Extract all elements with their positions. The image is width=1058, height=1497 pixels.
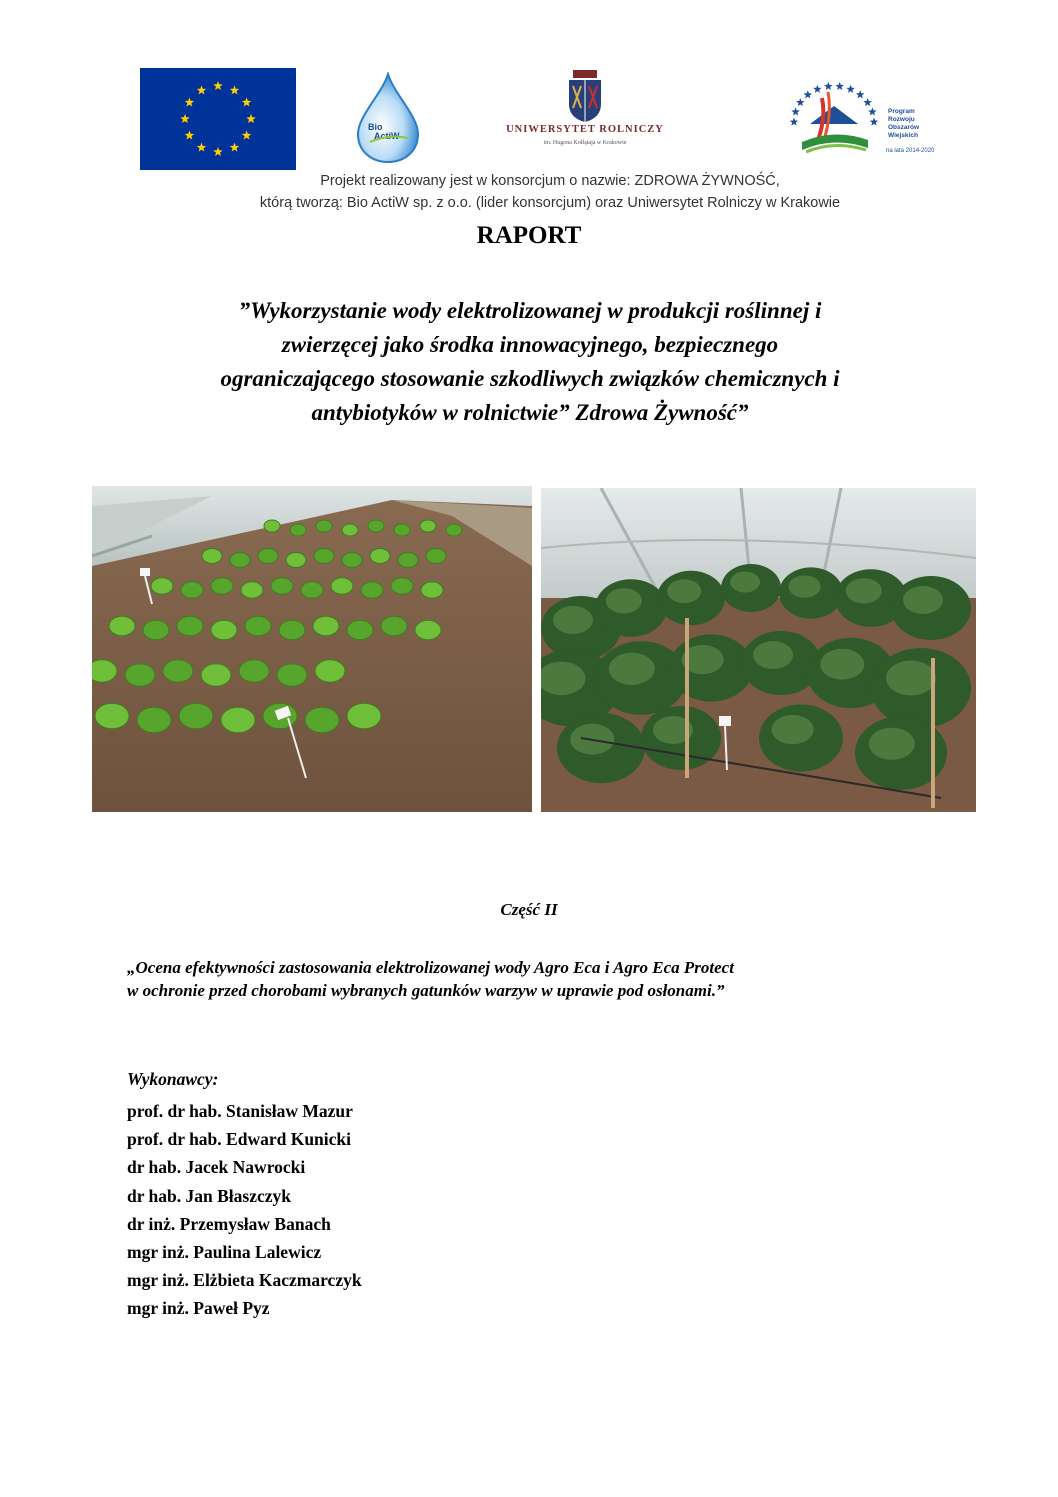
pepper-plant-highlight bbox=[903, 586, 943, 614]
pepper-plant-highlight bbox=[846, 578, 882, 603]
lettuce-head bbox=[316, 520, 332, 532]
lettuce-head bbox=[361, 582, 383, 599]
part-subtitle bbox=[127, 956, 947, 1002]
university-subtitle: im. Hugona Kołłątaja w Krakowie bbox=[543, 140, 627, 146]
lettuce-head bbox=[342, 524, 358, 536]
lettuce-head bbox=[315, 660, 345, 683]
lettuce-head bbox=[286, 553, 306, 568]
prow-text-line: Wiejskich bbox=[888, 132, 918, 139]
lettuce-head bbox=[426, 549, 446, 564]
lettuce-head bbox=[421, 582, 443, 599]
lettuce-head bbox=[271, 578, 293, 595]
prow-text-line: Obszarów bbox=[888, 124, 920, 131]
lettuce-head bbox=[258, 549, 278, 564]
subtitle-line: w ochronie przed chorobami wybranych gatunków warzyw w uprawie pod osłonami.” bbox=[127, 981, 725, 1000]
lettuce-head bbox=[95, 703, 129, 729]
lettuce-head bbox=[211, 578, 233, 595]
bio-logo-text-2: ActiW bbox=[374, 131, 400, 141]
author-item: mgr inż. Paweł Pyz bbox=[127, 1298, 270, 1319]
report-heading: RAPORT bbox=[476, 222, 582, 249]
lettuce-head bbox=[177, 616, 203, 636]
prow-star-icon bbox=[804, 90, 813, 98]
lettuce-head bbox=[342, 553, 362, 568]
prow-star-icon bbox=[813, 85, 822, 93]
author-item: dr hab. Jacek Nawrocki bbox=[127, 1157, 306, 1178]
lettuce-head bbox=[143, 620, 169, 640]
university-name: UNIWERSYTET ROLNICZY bbox=[506, 124, 664, 135]
lettuce-head bbox=[415, 620, 441, 640]
part-heading: Część II bbox=[500, 900, 558, 919]
prow-star-icon bbox=[863, 98, 872, 106]
prow-text-line: Rozwoju bbox=[888, 116, 915, 123]
prow-logo bbox=[782, 78, 942, 164]
lettuce-head bbox=[368, 520, 384, 532]
authors-list bbox=[127, 1097, 362, 1323]
lettuce-head bbox=[137, 707, 171, 733]
lettuce-head bbox=[398, 553, 418, 568]
lettuce-head bbox=[230, 553, 250, 568]
pepper-plant-highlight bbox=[667, 579, 701, 603]
lettuce-head bbox=[313, 616, 339, 636]
author-item: dr hab. Jan Błaszczyk bbox=[127, 1185, 292, 1206]
pepper-plant-highlight bbox=[606, 588, 642, 613]
consortium-line-1: Projekt realizowany jest w konsorcjum o nazwie: ZDROWA ŻYWNOŚĆ, bbox=[320, 173, 780, 189]
author-item: mgr inż. Paulina Lalewicz bbox=[127, 1242, 322, 1263]
pepper-plant-highlight bbox=[772, 715, 814, 744]
pepper-plant-highlight bbox=[730, 572, 760, 593]
lettuce-head bbox=[314, 549, 334, 564]
title-line: ograniczającego stosowanie szkodliwych związków chemicznych i bbox=[220, 366, 840, 391]
pepper-plant-highlight bbox=[609, 653, 655, 685]
lettuce-head bbox=[92, 660, 117, 683]
title-line: zwierzęcej jako środka innowacyjnego, bezpiecznego bbox=[281, 332, 779, 357]
pepper-plant-highlight bbox=[789, 575, 821, 597]
author-item: dr inż. Przemysław Banach bbox=[127, 1213, 331, 1234]
prow-star-icon bbox=[835, 82, 844, 90]
lettuce-head bbox=[347, 703, 381, 729]
lettuce-head bbox=[277, 664, 307, 687]
prow-text bbox=[888, 108, 948, 140]
prow-star-icon bbox=[791, 107, 800, 115]
title-line: ”Wykorzystanie wody elektrolizowanej w produkcji roślinnej i bbox=[238, 298, 822, 323]
lettuce-head bbox=[202, 549, 222, 564]
prow-emblem-icon bbox=[782, 78, 886, 164]
author-item: prof. dr hab. Stanisław Mazur bbox=[127, 1101, 353, 1121]
pepper-plant-highlight bbox=[869, 728, 915, 760]
lettuce-head bbox=[109, 616, 135, 636]
lettuce-head bbox=[420, 520, 436, 532]
bio-actiw-logo bbox=[352, 72, 424, 164]
pepper-plant-highlight bbox=[553, 606, 593, 634]
prow-text-line: Program bbox=[888, 108, 915, 115]
author-item: prof. dr hab. Edward Kunicki bbox=[127, 1129, 352, 1150]
lettuce-head bbox=[446, 524, 462, 536]
lettuce-head bbox=[290, 524, 306, 536]
lettuce-head bbox=[264, 520, 280, 532]
author-item: mgr inż. Elżbieta Kaczmarczyk bbox=[127, 1270, 362, 1291]
subtitle-line: „Ocena efektywności zastosowania elektrolizowanej wody Agro Eca i Agro Eca Protect bbox=[127, 958, 734, 977]
lettuce-head bbox=[301, 582, 323, 599]
lettuce-head bbox=[245, 616, 271, 636]
lettuce-head bbox=[211, 620, 237, 640]
title-line: antybiotyków w rolnictwie” Zdrowa Żywność” bbox=[311, 400, 749, 425]
lettuce-head bbox=[201, 664, 231, 687]
lettuce-head bbox=[381, 616, 407, 636]
lettuce-greenhouse-photo bbox=[92, 486, 532, 812]
lettuce-head bbox=[394, 524, 410, 536]
prow-star-icon bbox=[790, 118, 799, 126]
lettuce-head bbox=[331, 578, 353, 595]
lettuce-head bbox=[241, 582, 263, 599]
consortium-line-2: którą tworzą: Bio ActiW sp. z o.o. (lider konsorcjum) oraz Uniwersytet Rolniczy w Krakowie bbox=[259, 195, 841, 211]
lettuce-head bbox=[179, 703, 213, 729]
prow-star-icon bbox=[846, 85, 855, 93]
lettuce-head bbox=[181, 582, 203, 599]
lettuce-head bbox=[370, 549, 390, 564]
prow-star-icon bbox=[856, 90, 865, 98]
lettuce-head bbox=[151, 578, 173, 595]
lettuce-head bbox=[347, 620, 373, 640]
pepper-greenhouse-photo bbox=[541, 488, 976, 812]
lettuce-head bbox=[391, 578, 413, 595]
prow-years: na lata 2014-2020 bbox=[886, 148, 935, 154]
lettuce-head bbox=[125, 664, 155, 687]
eu-flag-logo bbox=[140, 68, 296, 170]
lettuce-head bbox=[279, 620, 305, 640]
prow-star-icon bbox=[870, 118, 879, 126]
lettuce-head bbox=[221, 707, 255, 733]
pepper-plant-highlight bbox=[753, 641, 793, 669]
pepper-plant-highlight bbox=[820, 649, 864, 680]
prow-star-icon bbox=[796, 98, 805, 106]
lettuce-head bbox=[305, 707, 339, 733]
prow-star-icon bbox=[868, 107, 877, 115]
pepper-plant-highlight bbox=[886, 661, 936, 696]
bio-logo-text-1: Bio bbox=[368, 122, 383, 132]
report-title bbox=[110, 294, 950, 430]
authors-label: Wykonawcy: bbox=[127, 1069, 219, 1089]
lettuce-head bbox=[239, 660, 269, 683]
lettuce-head bbox=[163, 660, 193, 683]
prow-star-icon bbox=[824, 82, 833, 90]
university-logo bbox=[500, 68, 670, 160]
university-crest-icon bbox=[500, 68, 670, 124]
